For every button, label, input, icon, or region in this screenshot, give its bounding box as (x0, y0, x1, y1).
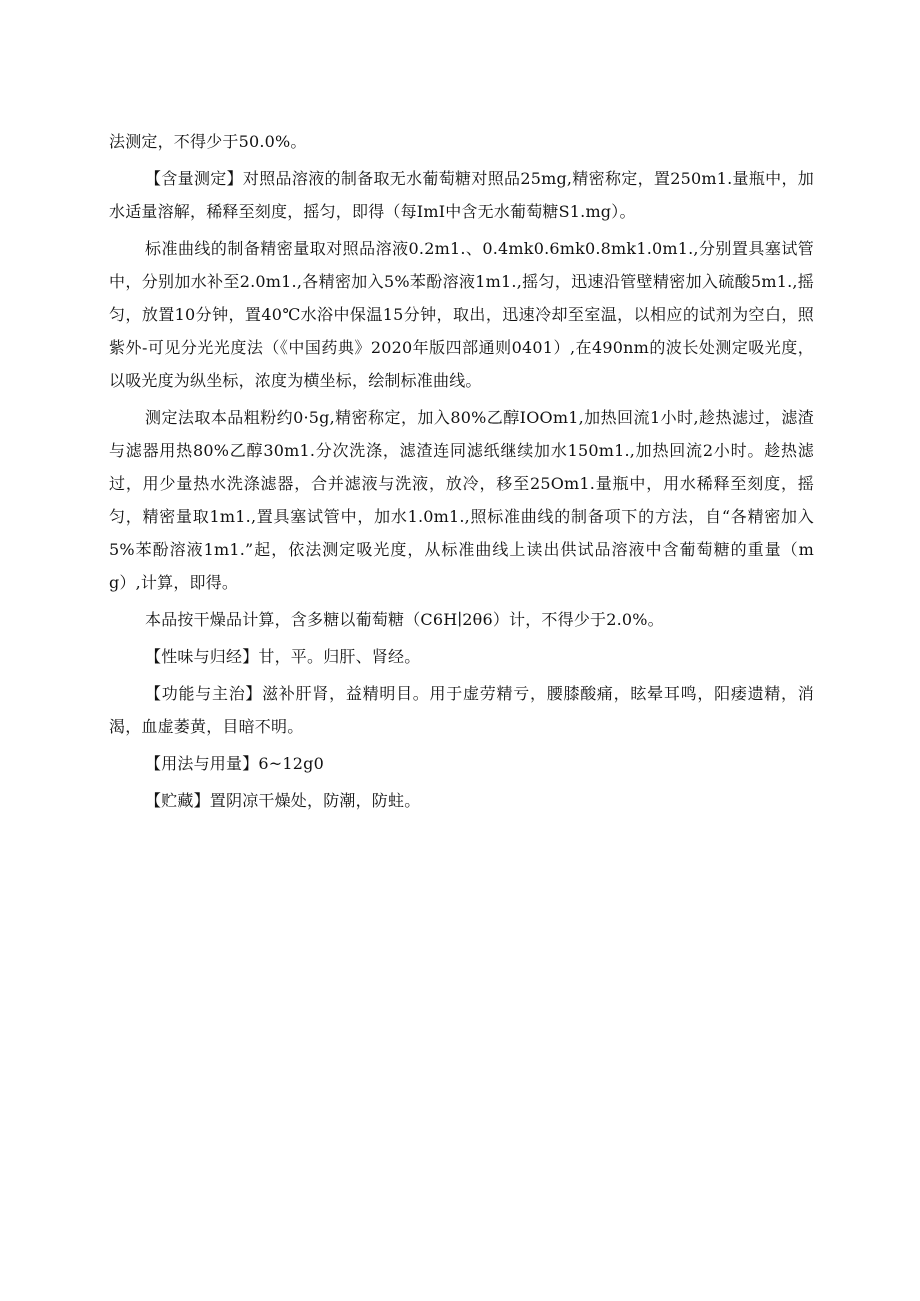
paragraph-assay-reference-solution: 【含量测定】对照品溶液的制备取无水葡萄糖对照品25mg,精密称定，置250m1.量瓶中，加水适量溶解，稀释至刻度，摇匀，即得（每ImI中含无水葡萄糖S1.mg）。 (109, 169, 814, 221)
paragraph-function-indication: 【功能与主治】滋补肝肾，益精明目。用于虚劳精亏，腰膝酸痛，眩晕耳鸣，阳痿遗精，消渴，血虚萎黄，目暗不明。 (109, 684, 814, 736)
paragraph-dosage: 【用法与用量】6~12g0 (145, 754, 324, 773)
paragraph-storage: 【贮藏】置阴凉干燥处，防潮，防蛀。 (145, 791, 421, 810)
paragraph-continuation: 法测定，不得少于50.0%。 (109, 132, 307, 151)
paragraph-polysaccharide-limit: 本品按干燥品计算，含多糖以葡萄糖（C6H∣2θ6）计，不得少于2.0%。 (145, 610, 664, 629)
paragraph-standard-curve: 标准曲线的制备精密量取对照品溶液0.2m1.、0.4mk0.6mk0.8mk1.0m1.,分别置具塞试管中，分别加水补至2.0m1.,各精密加入5%苯酚溶液1m1.,摇匀，迅速沿管壁精密加入硫酸5m1.,摇匀，放置10分钟，置40℃水浴中保温15分钟，取出，迅速冷却至室温，以相应的试剂为空白，照紫外-可见分光光度法（《中国药典》2020年版四部通则0401）,在490nm的波长处测定吸光度，以吸光度为纵坐标，浓度为横坐标，绘制标准曲线。 (109, 239, 814, 390)
paragraph-taste-meridian: 【性味与归经】甘，平。归肝、肾经。 (145, 647, 421, 666)
paragraph-assay-procedure: 测定法取本品粗粉约0·5g,精密称定，加入80%乙醇IOOm1,加热回流1小时,趁热滤过，滤渣与滤器用热80%乙醇30m1.分次洗涤，滤渣连同滤纸继续加水150m1.,加热回流2小时。趁热滤过，用少量热水洗涤滤器，合并滤液与洗液，放冷，移至25Om1.量瓶中，用水稀释至刻度，摇匀，精密量取1m1.,置具塞试管中，加水1.0m1.,照标准曲线的制备项下的方法，自“各精密加入5%苯酚溶液1m1.”起，依法测定吸光度，从标准曲线上读出供试品溶液中含葡萄糖的重量（mg）,计算，即得。 (109, 408, 814, 592)
document-page (109, 125, 814, 817)
